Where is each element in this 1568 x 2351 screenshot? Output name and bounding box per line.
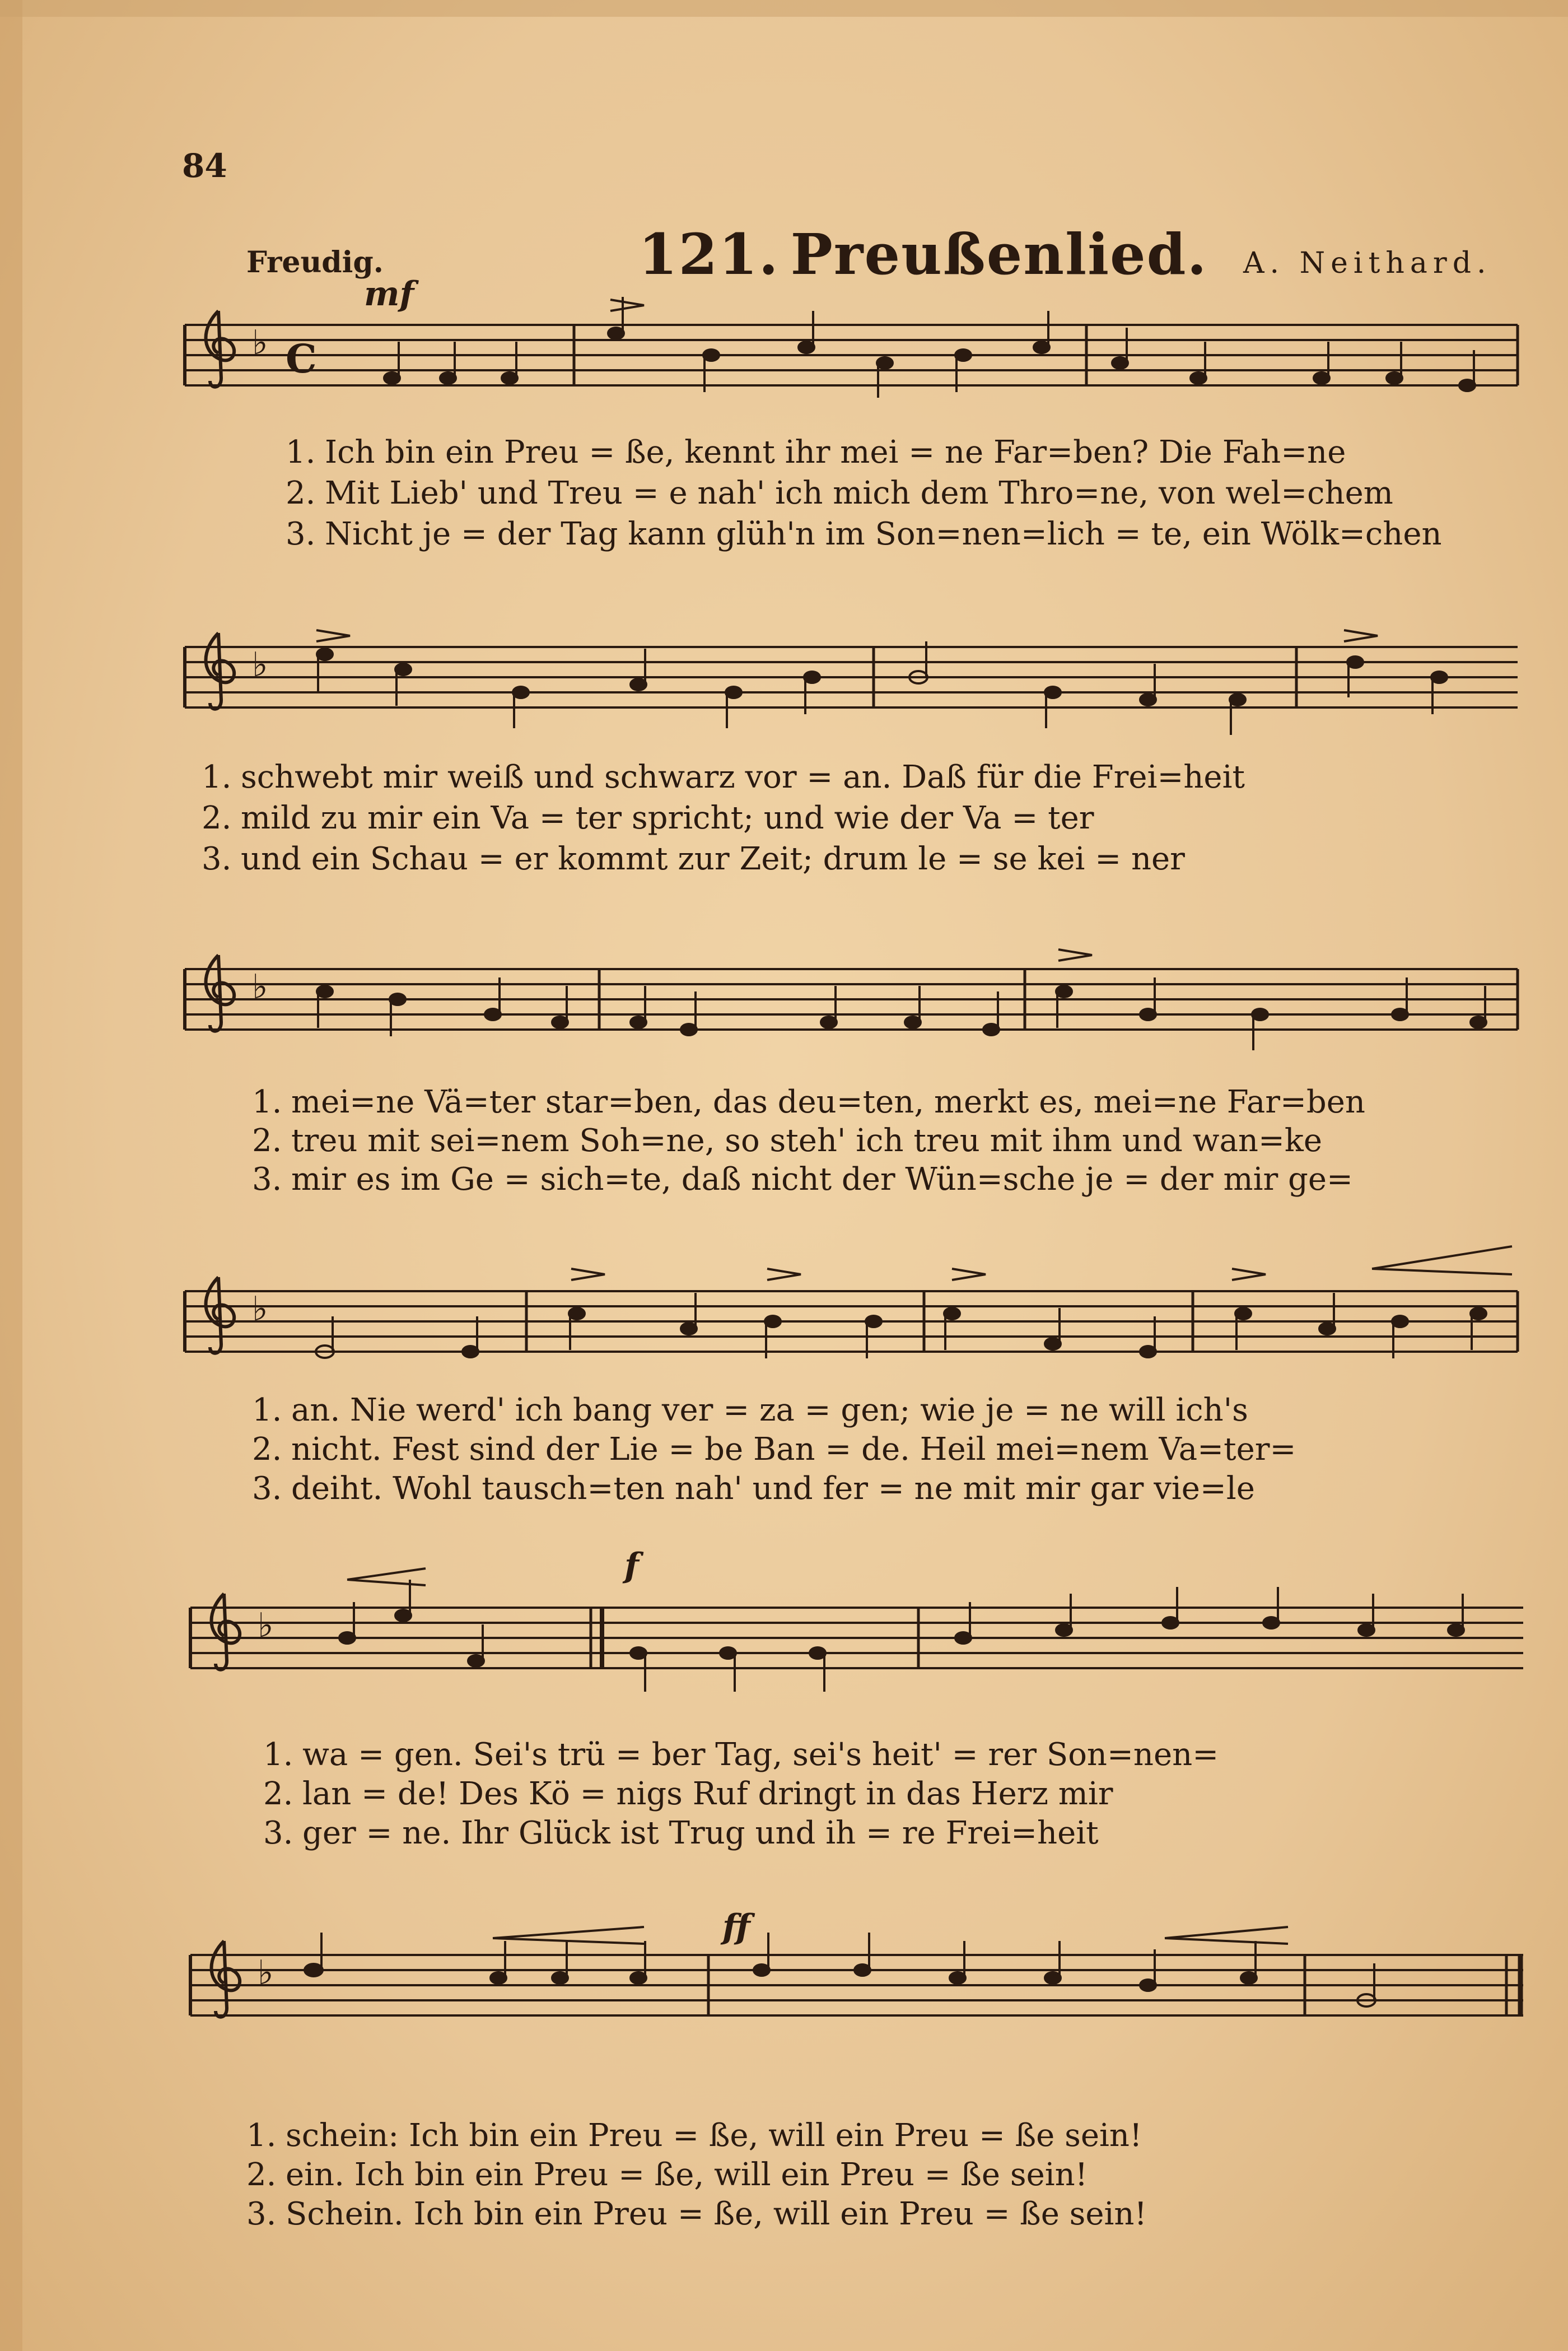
composer: A. Neithard. (1243, 246, 1492, 280)
lyric-line: 2. treu mit sei=nem Soh=ne, so steh' ich treu mit ihm und wan=ke (252, 1123, 1322, 1159)
staff-system-6 (190, 1941, 1523, 2017)
staff-system-4 (185, 1277, 1518, 1353)
lyric-line: 3. Nicht je = der Tag kann glüh'n im Son=nen=lich = te, ein Wölk=chen (286, 516, 1442, 552)
lyric-line: 2. Mit Lieb' und Treu = e nah' ich mich dem Thro=ne, von wel=chem (286, 475, 1393, 511)
lyric-line: 1. schwebt mir weiß und schwarz vor = an. Daß für die Frei=heit (202, 759, 1245, 795)
svg-text:♭: ♭ (252, 323, 268, 362)
lyric-line: 2. lan = de! Des Kö = nigs Ruf dringt in das Herz mir (263, 1776, 1113, 1812)
lyric-line: 2. mild zu mir ein Va = ter spricht; und wie der Va = ter (202, 800, 1094, 836)
lyric-line: 1. wa = gen. Sei's trü = ber Tag, sei's heit' = rer Son=nen= (263, 1737, 1219, 1773)
dynamic-f: f (624, 1546, 639, 1585)
dynamic-ff: ff (722, 1907, 750, 1947)
tempo-marking: Freudig. (246, 245, 384, 280)
svg-text:C: C (286, 336, 317, 382)
staff-system-5 (190, 1594, 1523, 1670)
svg-text:♭: ♭ (252, 1289, 268, 1329)
lyric-line: 2. ein. Ich bin ein Preu = ße, will ein Preu = ße sein! (246, 2157, 1088, 2193)
lyric-line: 2. nicht. Fest sind der Lie = be Ban = de. Heil mei=nem Va=ter= (252, 1431, 1296, 1468)
lyric-line: 3. ger = ne. Ihr Glück ist Trug und ih = re Frei=heit (263, 1815, 1099, 1851)
lyric-line: 1. mei=ne Vä=ter star=ben, das deu=ten, merkt es, mei=ne Far=ben (252, 1084, 1365, 1120)
dynamic-mf: mf (364, 274, 414, 314)
lyric-line: 3. und ein Schau = er kommt zur Zeit; drum le = se kei = ner (202, 841, 1185, 877)
svg-text:♭: ♭ (252, 967, 268, 1007)
lyric-line: 1. an. Nie werd' ich bang ver = za = gen; wie je = ne will ich's (252, 1392, 1248, 1428)
svg-text:♭: ♭ (252, 645, 268, 685)
staff-system-3 (185, 955, 1518, 1031)
song-title-text: Preußenlied. (790, 221, 1208, 287)
page-number: 84 (182, 147, 227, 185)
lyric-line: 3. deiht. Wohl tausch=ten nah' und fer = ne mit mir gar vie=le (252, 1470, 1255, 1507)
song-number: 121. (638, 221, 780, 287)
lyric-line: 1. Ich bin ein Preu = ße, kennt ihr mei = ne Far=ben? Die Fah=ne (286, 434, 1346, 471)
lyric-line: 3. Schein. Ich bin ein Preu = ße, will ein Preu = ße sein! (246, 2196, 1147, 2232)
lyric-line: 3. mir es im Ge = sich=te, daß nicht der Wün=sche je = der mir ge= (252, 1161, 1353, 1198)
svg-text:♭: ♭ (258, 1606, 274, 1645)
staff-system-2 (185, 633, 1518, 709)
lyric-line: 1. schein: Ich bin ein Preu = ße, will ein Preu = ße sein! (246, 2117, 1142, 2154)
svg-text:♭: ♭ (258, 1953, 274, 1992)
